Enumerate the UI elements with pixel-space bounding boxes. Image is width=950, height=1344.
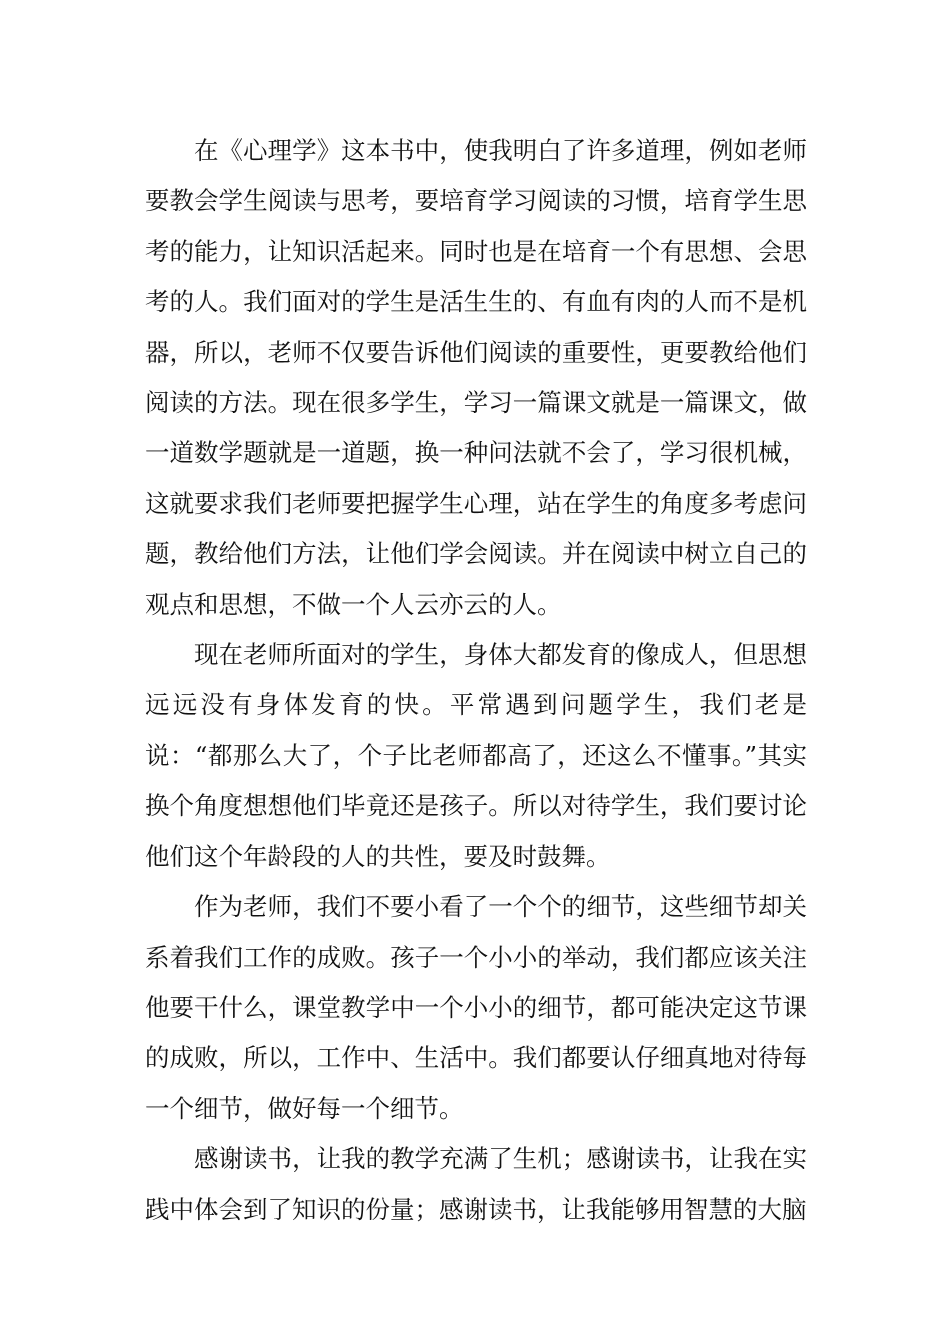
paragraph-4: 感谢读书，让我的教学充满了生机；感谢读书，让我在实践中体会到了知识的份量；感谢读书，让我能够用智慧的大脑 [145,1144,807,1224]
paragraph-1: 在《心理学》这本书中，使我明白了许多道理，例如老师要教会学生阅读与思考，要培育学习阅读的习惯，培育学生思考的能力，让知识活起来。同时也是在培育一个有思想、会思考的人。我们面对的学生是活生生的、有血有肉的人而不是机器，所以，老师不仅要告诉他们阅读的重要性，更要教给他们阅读的方法。现在很多学生，学习一篇课文就是一篇课文，做一道数学题就是一道题，换一种问法就不会了，学习很机械，这就要求我们老师要把握学生心理，站在学生的角度多考虑问题，教给他们方法，让他们学会阅读。并在阅读中树立自己的观点和思想，不做一个人云亦云的人。 [145,136,807,619]
document-body [145,126,807,1235]
paragraph-3: 作为老师，我们不要小看了一个个的细节，这些细节却关系着我们工作的成败。孩子一个小小的举动，我们都应该关注他要干什么，课堂教学中一个小小的细节，都可能决定这节课的成败，所以，工作中、生活中。我们都要认仔细真地对待每一个细节，做好每一个细节。 [145,892,807,1123]
paragraph-2: 现在老师所面对的学生，身体大都发育的像成人，但思想远远没有身体发育的快。平常遇到问题学生，我们老是说：“都那么大了，个子比老师都高了，还这么不懂事。”其实换个角度想想他们毕竟还是孩子。所以对待学生，我们要讨论他们这个年龄段的人的共性，要及时鼓舞。 [145,640,807,871]
